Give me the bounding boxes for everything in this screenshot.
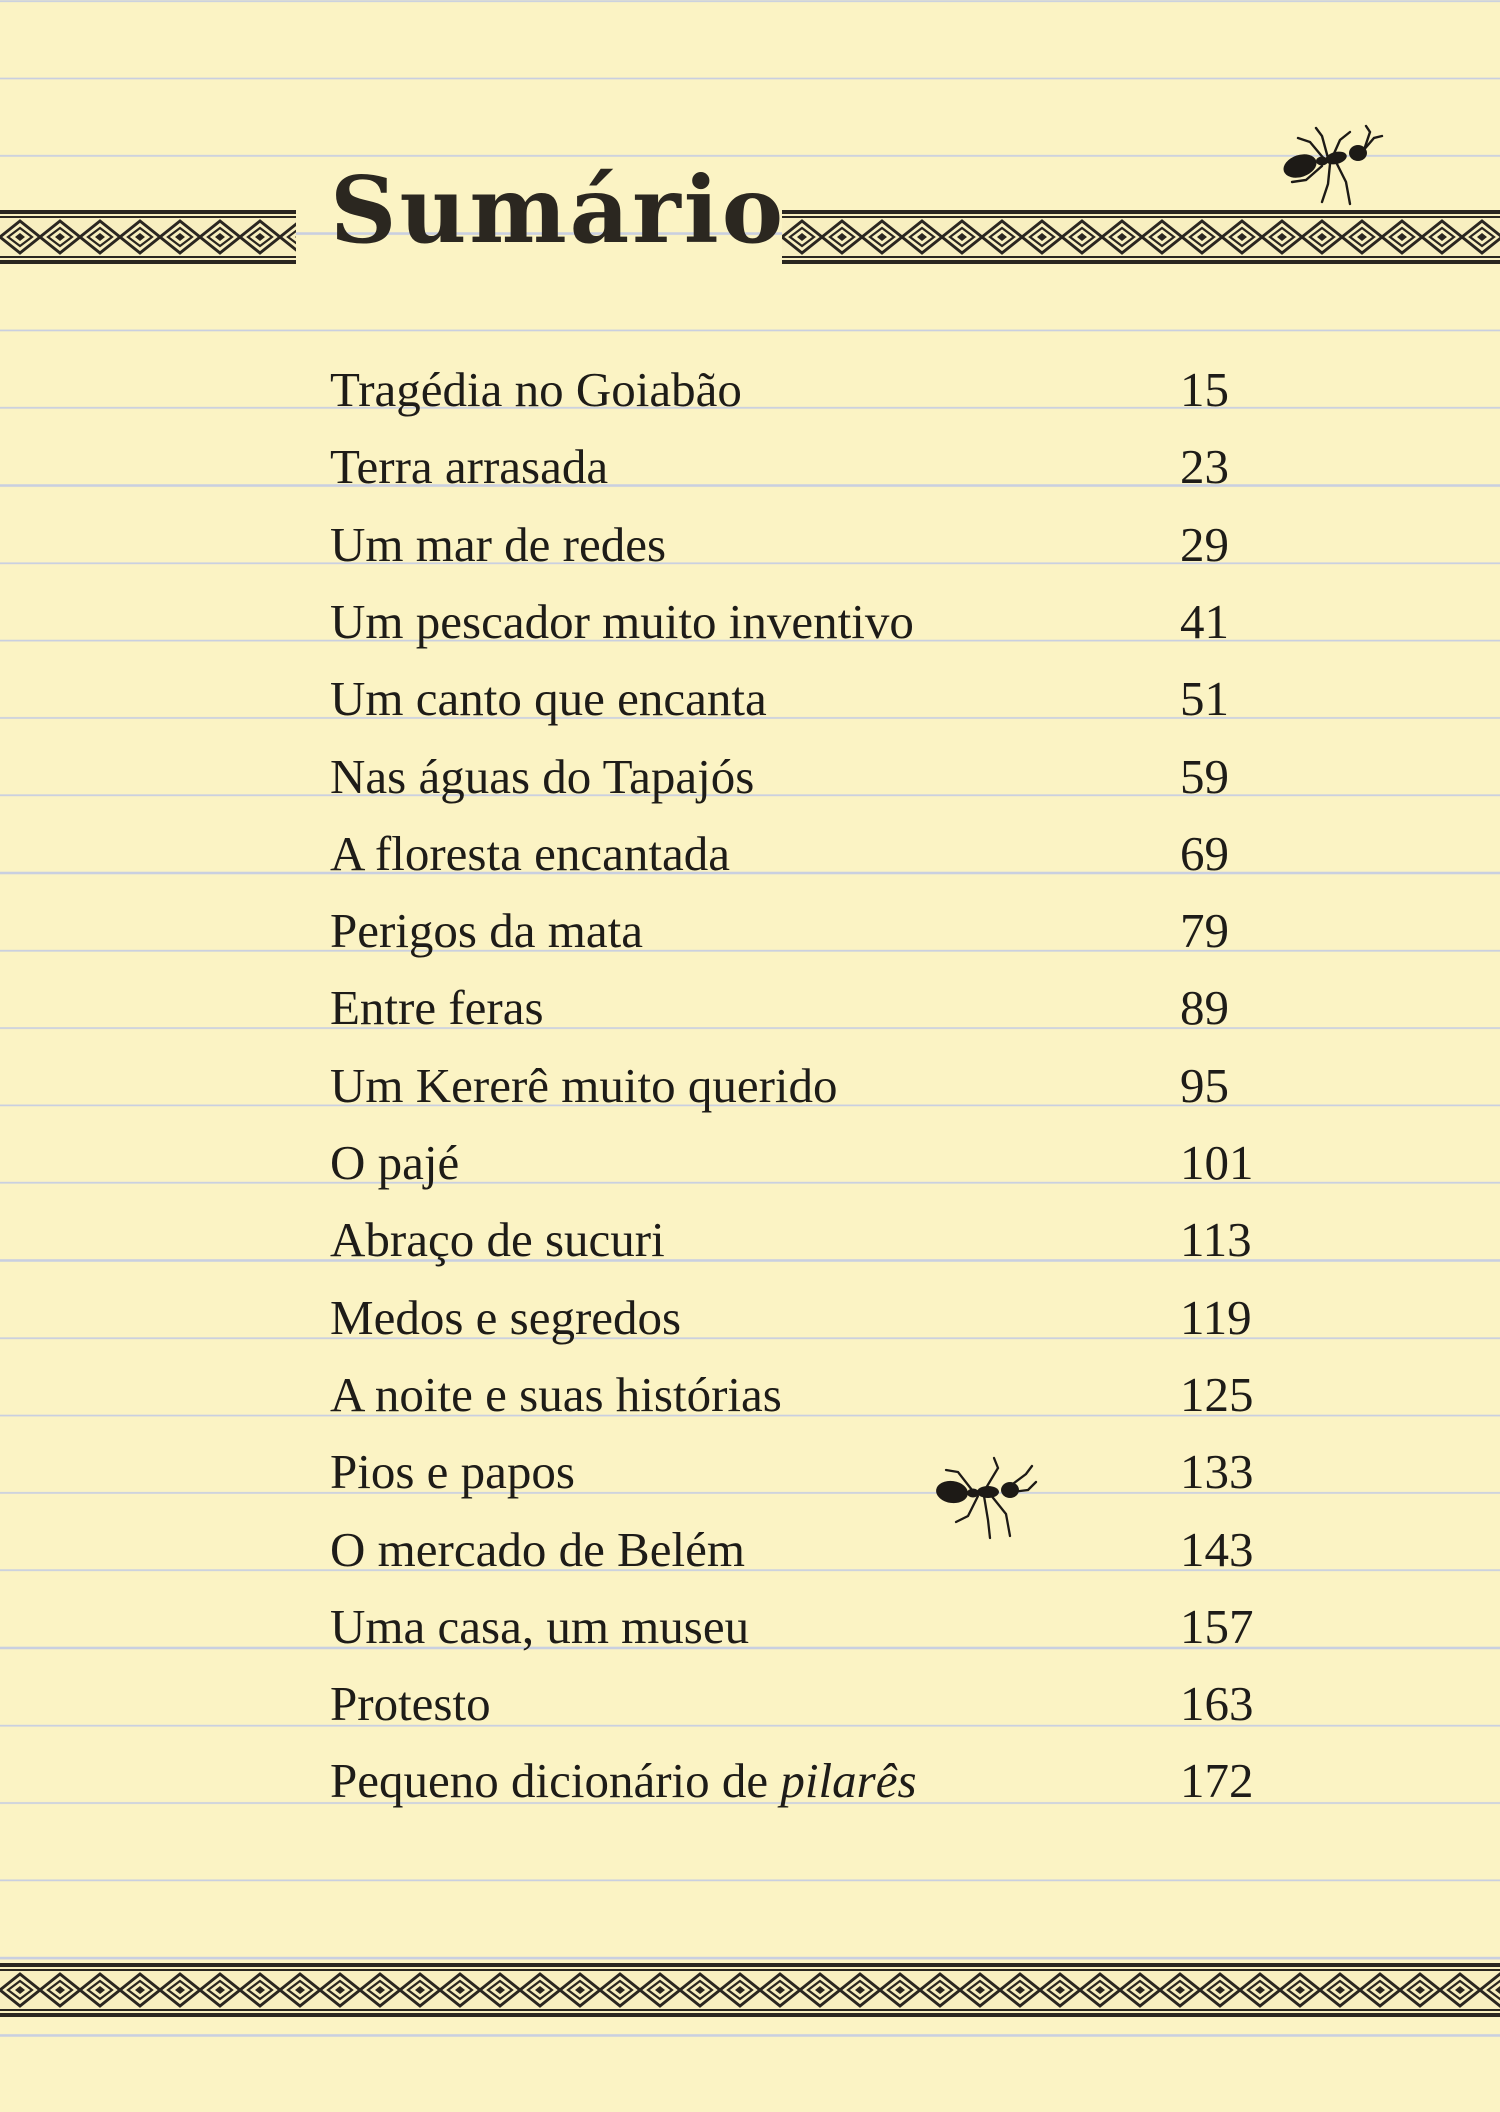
toc-entry-page: 29 — [1180, 516, 1229, 572]
toc-row — [330, 1597, 1260, 1657]
toc-row — [330, 1288, 1260, 1348]
toc-row — [330, 1674, 1260, 1734]
toc-row — [330, 669, 1260, 729]
toc-entry-title: Abraço de sucuri — [330, 1212, 665, 1268]
toc-entry-title: Nas águas do Tapajós — [330, 748, 755, 804]
ornament-band-bottom — [0, 1963, 1500, 2017]
toc-entry-page: 113 — [1180, 1212, 1252, 1268]
toc-entry-page: 172 — [1180, 1753, 1254, 1809]
toc-entry-title: Medos e segredos — [330, 1289, 682, 1345]
toc-entry-title-italic: pilarês — [780, 1753, 917, 1809]
toc-entry-page: 79 — [1180, 903, 1229, 959]
toc-row — [330, 747, 1260, 807]
ant-icon — [1270, 122, 1390, 212]
toc-row — [330, 515, 1260, 575]
toc-entry-page: 51 — [1180, 671, 1229, 727]
toc-row — [330, 1751, 1260, 1811]
toc-entry-page: 41 — [1180, 593, 1229, 649]
toc-row — [330, 437, 1260, 497]
toc-entry-page: 101 — [1180, 1135, 1254, 1190]
toc-row — [330, 1133, 1260, 1193]
toc-row — [330, 1210, 1260, 1270]
toc-entry-page: 69 — [1180, 825, 1229, 881]
ornament-band-top-right — [782, 210, 1500, 264]
toc-entry-title: Protesto — [330, 1676, 491, 1732]
toc-entry-title: Pios e papos — [330, 1444, 575, 1500]
toc-entry-title: O mercado de Belém — [330, 1521, 745, 1577]
toc-row — [330, 1365, 1260, 1425]
toc-row — [330, 978, 1260, 1038]
toc-entry-title: Pequeno dicionário de pilarês — [330, 1753, 917, 1809]
page-title: Sumário — [330, 156, 787, 264]
toc-entry-title: A noite e suas histórias — [330, 1366, 782, 1422]
toc-row — [330, 1442, 1260, 1502]
toc-entry-page: 143 — [1180, 1521, 1254, 1577]
toc-entry-page: 59 — [1180, 748, 1229, 804]
toc-entry-title: Terra arrasada — [330, 439, 609, 495]
toc-entry-page: 133 — [1180, 1444, 1254, 1500]
toc-entry-title: Um Kererê muito querido — [330, 1057, 838, 1113]
toc-entry-title: Entre feras — [330, 980, 544, 1036]
ornament-band-top-left — [0, 210, 296, 264]
toc-entry-title: Um canto que encanta — [330, 671, 767, 727]
toc-row — [330, 1056, 1260, 1116]
toc-row — [330, 592, 1260, 652]
toc-row — [330, 1520, 1260, 1580]
toc-entry-title: A floresta encantada — [330, 825, 730, 881]
toc-entry-page: 119 — [1180, 1289, 1252, 1345]
toc-entry-title: Uma casa, um museu — [330, 1598, 750, 1654]
toc-entry-page: 15 — [1180, 362, 1229, 417]
toc-entry-page: 95 — [1180, 1057, 1229, 1113]
toc-entry-title: Um pescador muito inventivo — [330, 593, 914, 649]
toc-entry-title: Um mar de redes — [330, 516, 667, 572]
toc-entry-page: 163 — [1180, 1676, 1254, 1732]
toc-entry-page: 23 — [1180, 439, 1229, 495]
toc-entry-title: Tragédia no Goiabão — [330, 362, 742, 417]
toc-entry-title: Perigos da mata — [330, 903, 643, 959]
toc-entry-title: O pajé — [330, 1135, 460, 1190]
toc-row — [330, 901, 1260, 961]
toc-row — [330, 360, 1260, 420]
toc-entry-page: 89 — [1180, 980, 1229, 1036]
toc-entry-page: 157 — [1180, 1598, 1254, 1654]
toc-row — [330, 824, 1260, 884]
toc-entry-page: 125 — [1180, 1366, 1254, 1422]
